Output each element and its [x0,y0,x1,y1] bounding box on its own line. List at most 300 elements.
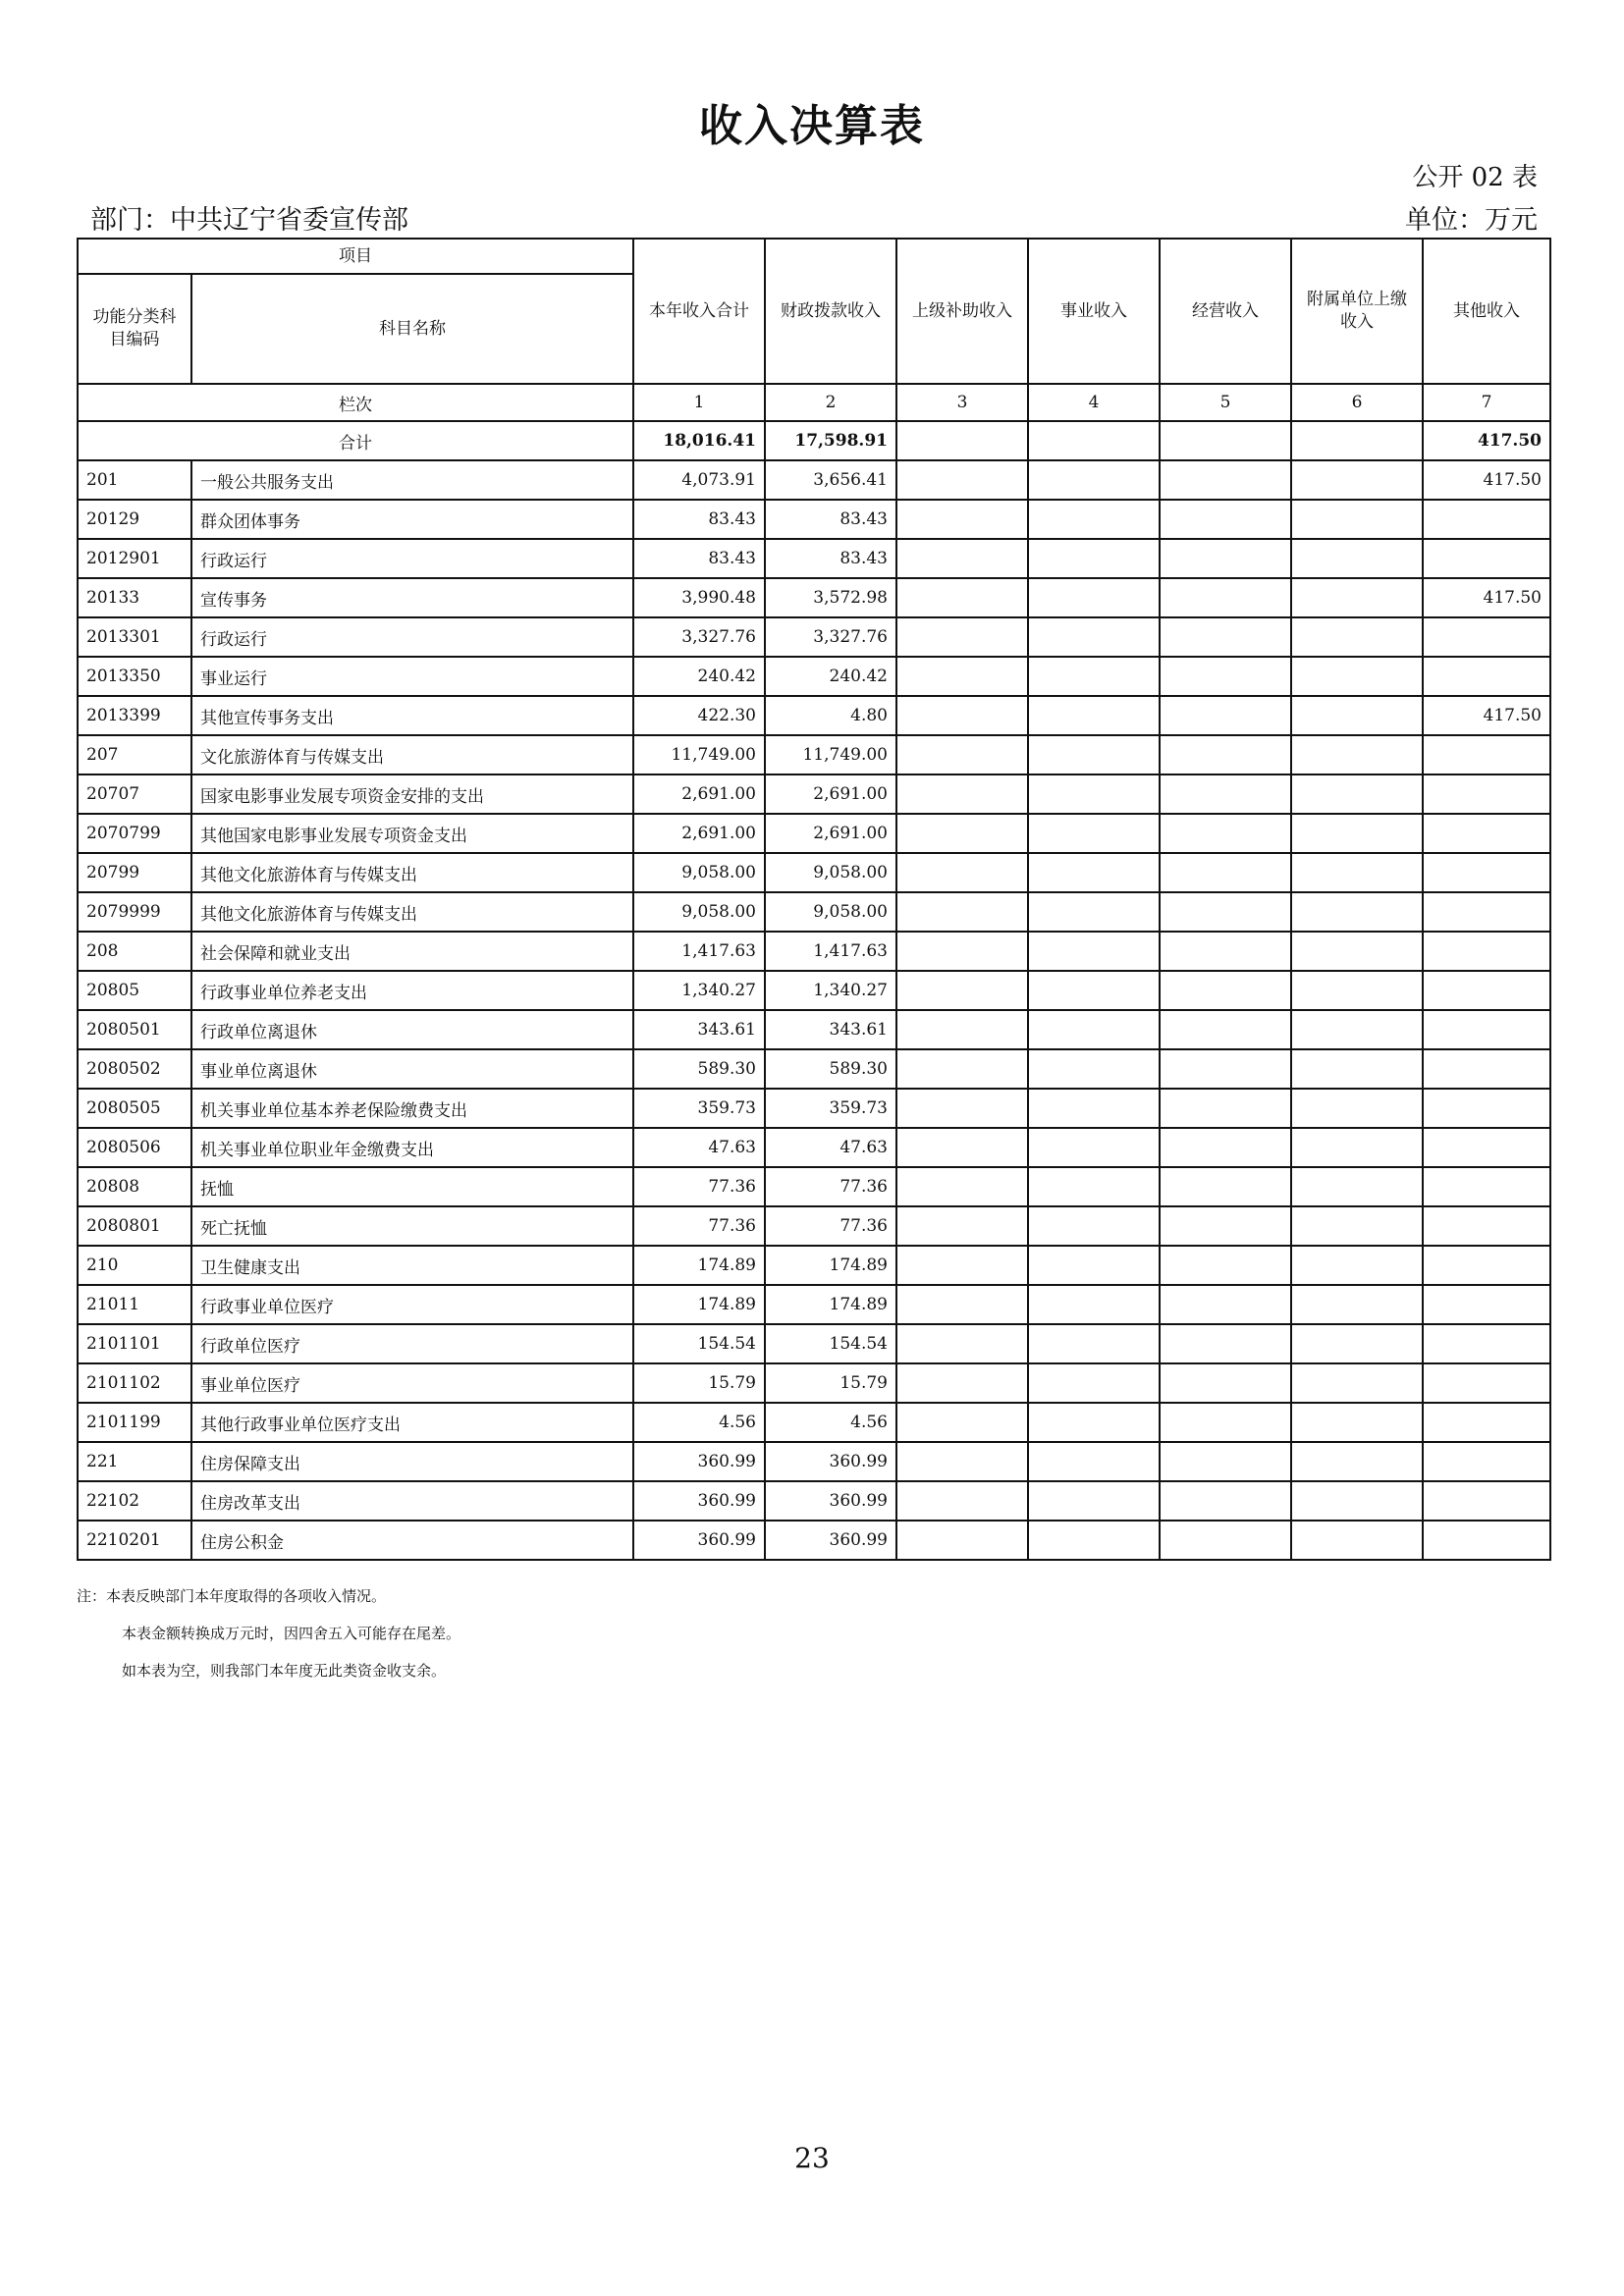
table-row [78,1363,1550,1403]
header-col-7: 其他收入 [1423,239,1550,384]
row-value-col-1: 15.79 [633,1363,765,1403]
row-value-col-7 [1423,1089,1550,1128]
row-value-col-4 [1028,1167,1160,1206]
row-value-col-1: 3,327.76 [633,617,765,657]
row-value-col-6 [1291,539,1423,578]
table-row [78,1167,1550,1206]
row-value-col-6 [1291,1246,1423,1285]
table-row [78,971,1550,1010]
row-value-col-7 [1423,892,1550,932]
seq-7: 7 [1423,384,1550,421]
seq-2: 2 [765,384,896,421]
row-value-col-1: 343.61 [633,1010,765,1049]
row-value-col-2: 47.63 [765,1128,896,1167]
row-value-col-7 [1423,774,1550,814]
row-value-col-6 [1291,1010,1423,1049]
row-code: 2080801 [78,1206,191,1246]
row-value-col-5 [1160,460,1291,500]
table-row [78,1285,1550,1324]
row-value-col-5 [1160,932,1291,971]
row-name: 死亡抚恤 [191,1206,633,1246]
row-name: 机关事业单位职业年金缴费支出 [191,1128,633,1167]
row-value-col-4 [1028,500,1160,539]
row-value-col-5 [1160,735,1291,774]
row-code: 2080501 [78,1010,191,1049]
header-col-2: 财政拨款收入 [765,239,896,384]
row-name: 事业单位离退休 [191,1049,633,1089]
row-value-col-2: 77.36 [765,1206,896,1246]
total-cell [1160,421,1291,460]
row-value-col-1: 240.42 [633,657,765,696]
row-value-col-4 [1028,735,1160,774]
row-value-col-3 [896,617,1028,657]
table-row [78,617,1550,657]
total-row [78,421,1550,460]
row-value-col-5 [1160,1167,1291,1206]
row-value-col-5 [1160,1481,1291,1521]
row-value-col-6 [1291,617,1423,657]
row-name: 文化旅游体育与传媒支出 [191,735,633,774]
row-value-col-4 [1028,1089,1160,1128]
row-value-col-6 [1291,696,1423,735]
table-row [78,892,1550,932]
seq-6: 6 [1291,384,1423,421]
header-item: 项目 [78,239,633,274]
page-title: 收入决算表 [699,101,925,151]
row-code: 2080506 [78,1128,191,1167]
row-value-col-6 [1291,971,1423,1010]
row-code: 201 [78,460,191,500]
row-value-col-2: 3,656.41 [765,460,896,500]
row-value-col-3 [896,578,1028,617]
table-row [78,774,1550,814]
row-value-col-2: 77.36 [765,1167,896,1206]
row-code: 20133 [78,578,191,617]
row-value-col-1: 360.99 [633,1442,765,1481]
row-value-col-6 [1291,1324,1423,1363]
row-value-col-4 [1028,1324,1160,1363]
row-value-col-3 [896,1246,1028,1285]
row-value-col-1: 589.30 [633,1049,765,1089]
row-value-col-4 [1028,814,1160,853]
row-value-col-2: 360.99 [765,1442,896,1481]
row-value-col-2: 4.56 [765,1403,896,1442]
row-code: 2080505 [78,1089,191,1128]
row-value-col-6 [1291,1285,1423,1324]
header-col-6: 附属单位上缴收入 [1291,239,1423,384]
row-name: 群众团体事务 [191,500,633,539]
table-row [78,1049,1550,1089]
row-value-col-1: 2,691.00 [633,774,765,814]
table-row [78,932,1550,971]
row-value-col-2: 9,058.00 [765,853,896,892]
notes [77,1577,460,1689]
row-code: 20808 [78,1167,191,1206]
row-value-col-1: 3,990.48 [633,578,765,617]
row-value-col-6 [1291,1521,1423,1560]
row-name: 卫生健康支出 [191,1246,633,1285]
row-value-col-1: 47.63 [633,1128,765,1167]
row-value-col-4 [1028,1246,1160,1285]
row-value-col-3 [896,460,1028,500]
row-value-col-3 [896,1481,1028,1521]
row-value-col-2: 154.54 [765,1324,896,1363]
row-name: 住房公积金 [191,1521,633,1560]
row-value-col-3 [896,1128,1028,1167]
row-value-col-7 [1423,1363,1550,1403]
header-col-1: 本年收入合计 [633,239,765,384]
row-code: 2013399 [78,696,191,735]
row-code: 20799 [78,853,191,892]
row-value-col-4 [1028,1285,1160,1324]
row-value-col-4 [1028,853,1160,892]
row-value-col-2: 360.99 [765,1481,896,1521]
row-value-col-4 [1028,1206,1160,1246]
table-row [78,1403,1550,1442]
row-value-col-3 [896,696,1028,735]
total-cell: 17,598.91 [765,421,896,460]
row-value-col-4 [1028,1363,1160,1403]
row-value-col-3 [896,1442,1028,1481]
row-value-col-7 [1423,1049,1550,1089]
row-value-col-5 [1160,1246,1291,1285]
row-code: 2101101 [78,1324,191,1363]
row-value-col-6 [1291,500,1423,539]
row-value-col-7 [1423,1167,1550,1206]
row-value-col-2: 11,749.00 [765,735,896,774]
row-code: 21011 [78,1285,191,1324]
row-value-col-1: 360.99 [633,1481,765,1521]
row-name: 行政事业单位养老支出 [191,971,633,1010]
row-value-col-2: 2,691.00 [765,814,896,853]
row-value-col-6 [1291,814,1423,853]
row-value-col-2: 1,340.27 [765,971,896,1010]
row-name: 其他文化旅游体育与传媒支出 [191,892,633,932]
row-value-col-2: 343.61 [765,1010,896,1049]
row-value-col-7: 417.50 [1423,460,1550,500]
row-value-col-3 [896,1206,1028,1246]
row-value-col-5 [1160,657,1291,696]
row-value-col-7 [1423,1324,1550,1363]
row-code: 2012901 [78,539,191,578]
row-value-col-6 [1291,1089,1423,1128]
row-name: 其他行政事业单位医疗支出 [191,1403,633,1442]
row-name: 宣传事务 [191,578,633,617]
row-value-col-4 [1028,617,1160,657]
note-line: 如本表为空，则我部门本年度无此类资金收支余。 [122,1662,447,1680]
row-value-col-6 [1291,578,1423,617]
row-value-col-3 [896,657,1028,696]
row-code: 2101199 [78,1403,191,1442]
header-name: 科目名称 [191,274,633,384]
row-value-col-7 [1423,971,1550,1010]
row-value-col-5 [1160,1285,1291,1324]
row-value-col-2: 240.42 [765,657,896,696]
table-row [78,814,1550,853]
row-value-col-2: 83.43 [765,539,896,578]
row-value-col-7 [1423,932,1550,971]
table-row [78,1010,1550,1049]
row-value-col-7 [1423,500,1550,539]
row-value-col-7 [1423,735,1550,774]
header-col-3: 上级补助收入 [896,239,1028,384]
row-value-col-6 [1291,1049,1423,1089]
row-code: 22102 [78,1481,191,1521]
row-value-col-5 [1160,814,1291,853]
row-value-col-7 [1423,1010,1550,1049]
row-code: 2080502 [78,1049,191,1089]
table-row [78,657,1550,696]
row-value-col-4 [1028,1403,1160,1442]
row-value-col-2: 3,572.98 [765,578,896,617]
row-name: 抚恤 [191,1167,633,1206]
row-code: 20129 [78,500,191,539]
row-value-col-7 [1423,814,1550,853]
row-value-col-3 [896,814,1028,853]
row-value-col-7: 417.50 [1423,696,1550,735]
row-code: 2079999 [78,892,191,932]
table-row [78,460,1550,500]
row-value-col-3 [896,1324,1028,1363]
row-value-col-6 [1291,892,1423,932]
row-value-col-3 [896,539,1028,578]
row-value-col-5 [1160,1442,1291,1481]
row-value-col-1: 174.89 [633,1246,765,1285]
row-value-col-1: 9,058.00 [633,892,765,932]
header-col-5: 经营收入 [1160,239,1291,384]
row-value-col-1: 2,691.00 [633,814,765,853]
row-code: 207 [78,735,191,774]
row-value-col-6 [1291,1403,1423,1442]
table-row [78,578,1550,617]
row-value-col-6 [1291,1167,1423,1206]
row-name: 事业单位医疗 [191,1363,633,1403]
row-value-col-1: 77.36 [633,1167,765,1206]
row-code: 2101102 [78,1363,191,1403]
row-value-col-7: 417.50 [1423,578,1550,617]
seq-1: 1 [633,384,765,421]
row-value-col-1: 1,417.63 [633,932,765,971]
row-name: 行政运行 [191,617,633,657]
row-value-col-7 [1423,1403,1550,1442]
row-code: 2013350 [78,657,191,696]
row-name: 其他宣传事务支出 [191,696,633,735]
row-value-col-6 [1291,735,1423,774]
row-value-col-1: 4,073.91 [633,460,765,500]
row-code: 221 [78,1442,191,1481]
row-value-col-2: 9,058.00 [765,892,896,932]
row-value-col-6 [1291,460,1423,500]
row-value-col-5 [1160,1128,1291,1167]
row-value-col-6 [1291,1128,1423,1167]
row-value-col-7 [1423,1521,1550,1560]
row-value-col-4 [1028,971,1160,1010]
row-value-col-6 [1291,1442,1423,1481]
row-value-col-1: 9,058.00 [633,853,765,892]
row-value-col-1: 360.99 [633,1521,765,1560]
table-row [78,696,1550,735]
row-value-col-4 [1028,460,1160,500]
row-name: 行政单位医疗 [191,1324,633,1363]
row-value-col-2: 83.43 [765,500,896,539]
row-value-col-3 [896,1521,1028,1560]
table-id: 公开 02 表 [1412,163,1538,192]
row-value-col-1: 11,749.00 [633,735,765,774]
row-value-col-2: 2,691.00 [765,774,896,814]
seq-5: 5 [1160,384,1291,421]
row-code: 20707 [78,774,191,814]
table-row [78,1481,1550,1521]
row-name: 事业运行 [191,657,633,696]
row-value-col-4 [1028,892,1160,932]
seq-4: 4 [1028,384,1160,421]
row-value-col-2: 174.89 [765,1285,896,1324]
row-value-col-3 [896,1089,1028,1128]
header-code: 功能分类科目编码 [78,274,191,384]
row-value-col-7 [1423,617,1550,657]
row-value-col-7 [1423,657,1550,696]
row-value-col-1: 154.54 [633,1324,765,1363]
table-row [78,1324,1550,1363]
row-value-col-1: 422.30 [633,696,765,735]
row-value-col-3 [896,1010,1028,1049]
row-code: 20805 [78,971,191,1010]
row-value-col-2: 589.30 [765,1049,896,1089]
row-name: 其他文化旅游体育与传媒支出 [191,853,633,892]
row-value-col-7 [1423,1246,1550,1285]
row-name: 其他国家电影事业发展专项资金支出 [191,814,633,853]
row-value-col-4 [1028,1442,1160,1481]
row-value-col-7 [1423,1206,1550,1246]
row-name: 行政单位离退休 [191,1010,633,1049]
row-value-col-3 [896,774,1028,814]
row-value-col-5 [1160,1010,1291,1049]
table-row [78,1128,1550,1167]
row-code: 2210201 [78,1521,191,1560]
row-value-col-5 [1160,971,1291,1010]
row-value-col-4 [1028,1010,1160,1049]
row-value-col-3 [896,1363,1028,1403]
row-value-col-1: 4.56 [633,1403,765,1442]
row-value-col-6 [1291,774,1423,814]
row-value-col-1: 174.89 [633,1285,765,1324]
row-value-col-5 [1160,617,1291,657]
row-name: 国家电影事业发展专项资金安排的支出 [191,774,633,814]
table-row [78,1206,1550,1246]
row-value-col-5 [1160,1363,1291,1403]
row-name: 机关事业单位基本养老保险缴费支出 [191,1089,633,1128]
note-line: 本表金额转换成万元时，因四舍五入可能存在尾差。 [122,1625,461,1642]
row-value-col-4 [1028,578,1160,617]
row-value-col-7 [1423,539,1550,578]
row-value-col-6 [1291,1206,1423,1246]
row-value-col-4 [1028,1521,1160,1560]
row-value-col-6 [1291,932,1423,971]
row-value-col-6 [1291,657,1423,696]
row-code: 208 [78,932,191,971]
row-value-col-2: 3,327.76 [765,617,896,657]
income-table [77,238,1551,1561]
row-value-col-1: 83.43 [633,500,765,539]
row-value-col-7 [1423,1442,1550,1481]
row-value-col-5 [1160,1324,1291,1363]
row-value-col-6 [1291,1363,1423,1403]
row-value-col-5 [1160,1089,1291,1128]
row-value-col-5 [1160,539,1291,578]
seq-label: 栏次 [78,384,633,421]
row-value-col-2: 359.73 [765,1089,896,1128]
table-row [78,853,1550,892]
unit-label: 单位：万元 [1405,205,1538,236]
row-value-col-3 [896,1285,1028,1324]
table-row [78,1246,1550,1285]
row-name: 住房保障支出 [191,1442,633,1481]
total-cell [896,421,1028,460]
row-value-col-3 [896,1167,1028,1206]
row-name: 一般公共服务支出 [191,460,633,500]
department-label: 部门：中共辽宁省委宣传部 [90,205,408,236]
note-line: 注：本表反映部门本年度取得的各项收入情况。 [77,1587,387,1605]
row-value-col-3 [896,500,1028,539]
row-value-col-5 [1160,892,1291,932]
row-value-col-2: 360.99 [765,1521,896,1560]
row-value-col-4 [1028,1481,1160,1521]
row-value-col-5 [1160,853,1291,892]
total-cell [1291,421,1423,460]
row-value-col-7 [1423,853,1550,892]
row-value-col-5 [1160,500,1291,539]
row-value-col-5 [1160,696,1291,735]
table-row [78,500,1550,539]
row-name: 住房改革支出 [191,1481,633,1521]
row-value-col-5 [1160,1403,1291,1442]
row-value-col-4 [1028,539,1160,578]
row-value-col-3 [896,1049,1028,1089]
row-value-col-2: 4.80 [765,696,896,735]
seq-3: 3 [896,384,1028,421]
table-row [78,1521,1550,1560]
table-row [78,1089,1550,1128]
total-label: 合计 [78,421,633,460]
row-value-col-4 [1028,657,1160,696]
row-value-col-2: 174.89 [765,1246,896,1285]
row-name: 行政运行 [191,539,633,578]
row-value-col-1: 1,340.27 [633,971,765,1010]
row-code: 2070799 [78,814,191,853]
row-value-col-3 [896,853,1028,892]
total-cell [1028,421,1160,460]
total-cell: 18,016.41 [633,421,765,460]
row-value-col-4 [1028,1128,1160,1167]
row-value-col-6 [1291,853,1423,892]
row-value-col-5 [1160,1521,1291,1560]
row-value-col-3 [896,932,1028,971]
row-value-col-5 [1160,1049,1291,1089]
row-name: 行政事业单位医疗 [191,1285,633,1324]
row-value-col-4 [1028,696,1160,735]
row-value-col-7 [1423,1481,1550,1521]
row-value-col-5 [1160,774,1291,814]
table-row [78,735,1550,774]
header-col-4: 事业收入 [1028,239,1160,384]
row-value-col-7 [1423,1285,1550,1324]
row-value-col-2: 15.79 [765,1363,896,1403]
row-value-col-2: 1,417.63 [765,932,896,971]
page-number: 23 [794,2142,830,2174]
row-value-col-4 [1028,1049,1160,1089]
row-code: 210 [78,1246,191,1285]
table-row [78,1442,1550,1481]
